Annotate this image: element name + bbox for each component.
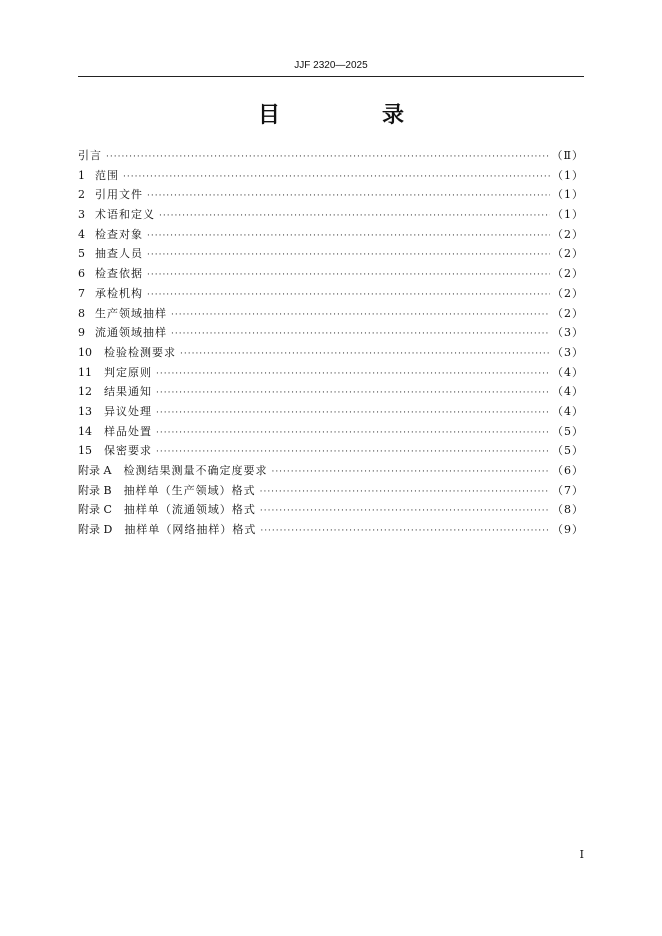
toc-entry-title: 抽查人员: [95, 247, 143, 261]
toc-entry[interactable]: [78, 166, 584, 186]
toc-entry-title: 抽样单（流通领域）格式: [123, 503, 256, 517]
toc-entry-number: 附录 A: [78, 464, 112, 477]
toc-entry-number: 2: [78, 188, 85, 202]
toc-entry-title: 判定原则: [104, 365, 152, 379]
toc-entry[interactable]: [78, 323, 584, 343]
toc-leader-dots: [147, 266, 550, 286]
toc-leader-dots: [147, 187, 550, 207]
toc-entry-number: 3: [78, 208, 85, 222]
toc-entry-title: 流通领域抽样: [95, 326, 167, 340]
document-header: JJF 2320—2025: [294, 60, 368, 71]
toc-entry-page: （2）: [552, 247, 584, 261]
table-of-contents: [78, 146, 584, 540]
toc-entry-page: （4）: [552, 404, 584, 418]
toc-entry[interactable]: [78, 185, 584, 205]
toc-entry-title: 生产领域抽样: [95, 306, 167, 320]
toc-entry-title: 术语和定义: [95, 208, 155, 222]
toc-entry-number: 附录 D: [78, 523, 113, 537]
toc-entry-number: 附录 C: [78, 503, 112, 517]
toc-entry-number: 10: [78, 345, 92, 359]
toc-entry-page: （3）: [552, 326, 584, 340]
toc-leader-dots: [123, 168, 550, 188]
toc-entry-number: 6: [78, 267, 85, 281]
toc-entry[interactable]: [78, 481, 584, 501]
toc-entry-title: 范围: [95, 168, 119, 182]
toc-entry-page: （1）: [552, 188, 584, 202]
toc-entry-page: （7）: [552, 483, 584, 497]
toc-entry-number: 14: [78, 424, 92, 438]
toc-entry-title: 检测结果测量不确定度要求: [123, 464, 268, 477]
toc-entry-page: （2）: [552, 267, 584, 281]
toc-leader-dots: [271, 463, 550, 483]
toc-leader-dots: [159, 207, 550, 227]
toc-entry-page: （2）: [552, 227, 584, 241]
toc-entry[interactable]: [78, 244, 584, 264]
toc-entry-title: 检查依据: [95, 267, 143, 281]
toc-entry-page: （Ⅱ）: [551, 149, 584, 162]
toc-leader-dots: [147, 246, 550, 266]
toc-entry-page: （9）: [552, 523, 584, 537]
toc-leader-dots: [171, 306, 550, 326]
header-rule: [78, 76, 584, 77]
toc-entry[interactable]: [78, 264, 584, 284]
toc-leader-dots: [260, 522, 550, 542]
toc-entry-number: 12: [78, 385, 92, 399]
toc-entry-title: 检验检测要求: [104, 345, 176, 359]
toc-leader-dots: [260, 483, 550, 503]
toc-entry-page: （2）: [552, 286, 584, 300]
toc-entry-page: （3）: [552, 345, 584, 359]
toc-entry[interactable]: [78, 520, 584, 540]
toc-entry[interactable]: [78, 363, 584, 383]
toc-entry[interactable]: [78, 205, 584, 225]
toc-leader-dots: [156, 424, 550, 444]
toc-entry[interactable]: [78, 422, 584, 442]
toc-entry-title: 保密要求: [104, 444, 152, 458]
toc-entry-number: 13: [78, 404, 92, 418]
toc-entry-number: 4: [78, 227, 85, 241]
toc-leader-dots: [106, 148, 550, 168]
toc-entry-page: （2）: [552, 306, 584, 320]
toc-entry-page: （5）: [552, 444, 584, 458]
toc-entry-title: 引言: [78, 149, 102, 162]
toc-leader-dots: [147, 286, 550, 306]
toc-entry-title: 样品处置: [104, 424, 152, 438]
toc-leader-dots: [171, 325, 550, 345]
toc-entry[interactable]: [78, 441, 584, 461]
toc-entry[interactable]: [78, 500, 584, 520]
toc-entry[interactable]: [78, 304, 584, 324]
toc-entry-page: （4）: [552, 385, 584, 399]
toc-entry[interactable]: [78, 284, 584, 304]
toc-entry-title: 抽样单（生产领域）格式: [123, 483, 256, 497]
toc-leader-dots: [180, 345, 550, 365]
toc-entry-number: 5: [78, 247, 85, 261]
toc-leader-dots: [156, 365, 550, 385]
toc-entry-number: 7: [78, 286, 85, 300]
toc-entry-number: 15: [78, 444, 92, 458]
toc-entry-title: 承检机构: [95, 286, 143, 300]
toc-entry[interactable]: [78, 402, 584, 422]
toc-entry-page: （6）: [552, 464, 584, 477]
toc-entry-page: （4）: [552, 365, 584, 379]
page-title: 目 录: [257, 102, 444, 128]
toc-entry-page: （1）: [552, 208, 584, 222]
toc-entry-page: （1）: [552, 168, 584, 182]
toc-leader-dots: [147, 227, 550, 247]
toc-entry[interactable]: [78, 461, 584, 481]
toc-entry-page: （8）: [552, 503, 584, 517]
toc-entry[interactable]: [78, 146, 584, 166]
toc-entry-number: 11: [78, 365, 92, 379]
toc-entry-page: （5）: [552, 424, 584, 438]
toc-entry-title: 异议处理: [104, 404, 152, 418]
toc-entry-number: 1: [78, 168, 85, 182]
toc-entry-number: 附录 B: [78, 483, 112, 497]
toc-entry-number: 9: [78, 326, 85, 340]
toc-entry[interactable]: [78, 382, 584, 402]
toc-entry-title: 引用文件: [95, 188, 143, 202]
toc-entry-title: 检查对象: [95, 227, 143, 241]
toc-leader-dots: [156, 404, 550, 424]
toc-entry-title: 抽样单（网络抽样）格式: [124, 523, 257, 537]
toc-entry[interactable]: [78, 343, 584, 363]
toc-entry[interactable]: [78, 225, 584, 245]
toc-leader-dots: [260, 502, 550, 522]
page-number: I: [579, 848, 584, 861]
toc-leader-dots: [156, 384, 550, 404]
toc-entry-title: 结果通知: [104, 385, 152, 399]
toc-entry-number: 8: [78, 306, 85, 320]
